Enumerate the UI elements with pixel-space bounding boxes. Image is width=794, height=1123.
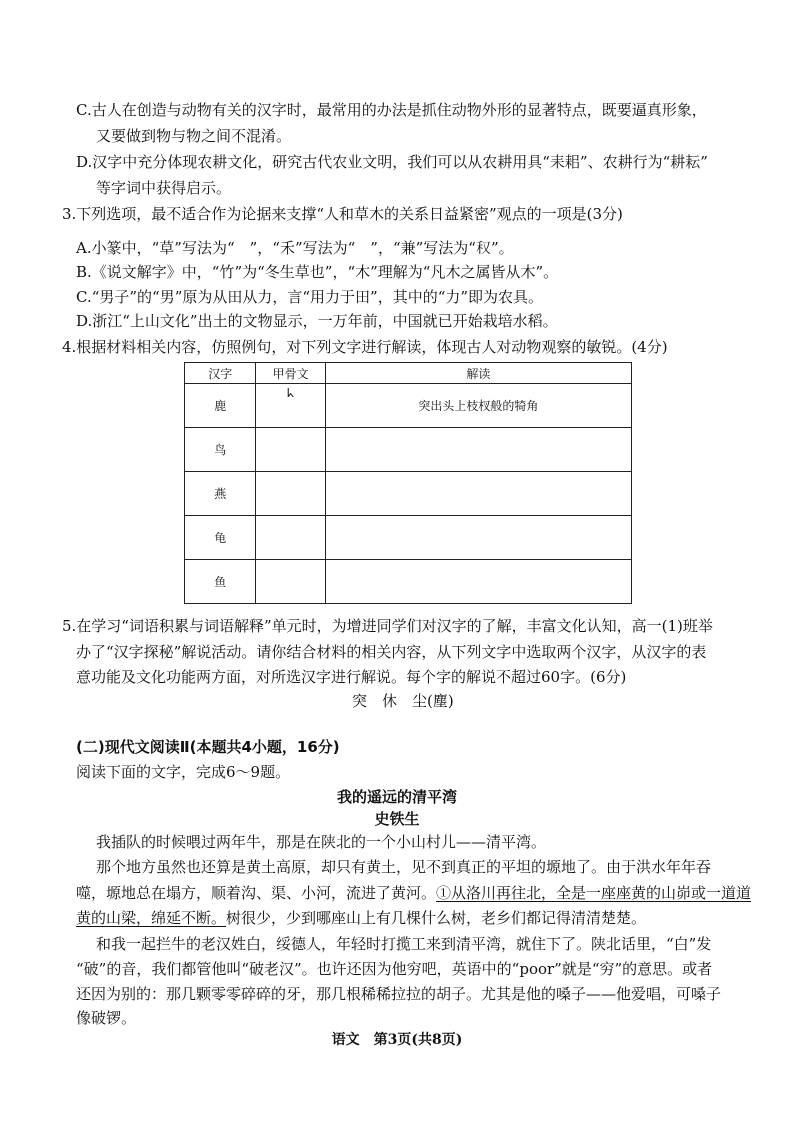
cell-char: 燕	[185, 472, 256, 516]
passage-p3-line1: 和我一起拦牛的老汉姓白，绥德人，年轻时打揽工来到清平湾，就住下了。陕北话里，“白”发	[96, 935, 712, 953]
section-instruction: 阅读下面的文字，完成6～9题。	[76, 763, 291, 781]
q2-option-c-line1: C.古人在创造与动物有关的汉字时，最常用的办法是抓住动物外形的显著特点，既要逼真形象，	[76, 101, 707, 119]
q4-stem: 4.根据材料相关内容，仿照例句，对下列文字进行解读，体现古人对动物观察的敏锐。(4分)	[62, 338, 668, 356]
q5-line2: 办了“汉字探秘”解说活动。请你结合材料的相关内容，从下列文字中选取两个汉字，从汉字的表	[76, 643, 707, 661]
cell-reading-blank[interactable]	[325, 560, 631, 604]
cell-oracle-blank[interactable]	[256, 516, 325, 560]
q5-line1: 5.在学习“词语积累与词语解释”单元时，为增进同学们对汉字的了解，丰富文化认知，高一(1)班举	[62, 617, 713, 635]
passage-p2-line3	[76, 908, 646, 928]
cell-char: 龟	[185, 516, 256, 560]
passage-p2-line2	[76, 883, 751, 903]
article-author: 史铁生	[374, 810, 420, 828]
marked-sentence-1-part1: ①从洛川再往北，全是一座座黄的山峁或一道道	[436, 884, 752, 902]
passage-p3-line4: 像破锣。	[76, 1009, 137, 1027]
q3-option-b: B.《说文解字》中，“竹”为“冬生草也”，“木”理解为“凡木之属皆从木”。	[76, 263, 559, 281]
cell-char: 鱼	[185, 560, 256, 604]
passage-p3-line2: “破”的音，我们都管他叫“破老汉”。也许还因为他穷吧，英语中的“poor”就是“穷”的意思。或者	[76, 960, 713, 978]
passage-paragraph-1: 我插队的时候喂过两年牛，那是在陕北的一个小山村儿——清平湾。	[96, 833, 547, 851]
cell-char: 鹿	[185, 384, 256, 428]
table-row	[185, 384, 632, 428]
q5-line3: 意功能及文化功能两方面，对所选汉字进行解说。每个字的解说不超过60字。(6分)	[76, 668, 627, 686]
cell-reading-blank[interactable]	[325, 428, 631, 472]
header-oracle: 甲骨文	[256, 363, 325, 384]
cell-oracle	[256, 384, 325, 428]
cell-oracle-blank[interactable]	[256, 428, 325, 472]
table-row	[185, 428, 632, 472]
oracle-glyph-deer: ᖾ	[287, 386, 295, 400]
passage-p2-line1: 那个地方虽然也还算是黄土高原，却只有黄土，见不到真正的平坦的塬地了。由于洪水年年吞	[96, 858, 712, 876]
header-hanzi: 汉字	[185, 363, 256, 384]
cell-oracle-blank[interactable]	[256, 560, 325, 604]
table-row	[185, 472, 632, 516]
q3-option-a: A.小篆中，“草”写法为“ ”，“禾”写法为“ ”，“兼”写法为“𥝐”。	[76, 239, 514, 257]
cell-reading-blank[interactable]	[325, 516, 631, 560]
section-heading: (二)现代文阅读Ⅱ(本题共4小题，16分)	[76, 738, 340, 756]
table-row	[185, 516, 632, 560]
oracle-bone-table	[184, 362, 632, 604]
q5-character-options: 突 休 尘(塵)	[352, 692, 454, 710]
passage-p2-line3-rest: 树很少，少到哪座山上有几棵什么树，老乡们都记得清清楚楚。	[226, 909, 647, 927]
marked-sentence-1-part2: 黄的山梁，绵延不断。	[76, 909, 227, 927]
q2-option-d-line2: 等字词中获得启示。	[96, 179, 232, 197]
q3-stem: 3.下列选项，最不适合作为论据来支撑“人和草木的关系日益紧密”观点的一项是(3分)	[62, 205, 623, 223]
table-row	[185, 560, 632, 604]
q3-option-d: D.浙江“上山文化”出土的文物显示，一万年前，中国就已开始栽培水稻。	[76, 312, 558, 330]
header-reading: 解读	[325, 363, 631, 384]
q2-option-d-line1: D.汉字中充分体现农耕文化，研究古代农业文明，我们可以从农耕用具“耒耜”、农耕行为“耕耘”	[76, 153, 708, 171]
passage-p3-line3: 还因为别的：那几颗零零碎碎的牙，那几根稀稀拉拉的胡子。尤其是他的嗓子——他爱唱，可嗓子	[76, 985, 722, 1003]
page-footer: 语文 第3页(共8页)	[331, 1032, 463, 1048]
cell-reading-blank[interactable]	[325, 472, 631, 516]
cell-reading: 突出头上枝杈般的犄角	[325, 384, 631, 428]
q3-option-c: C.“男子”的“男”原为从田从力，言“用力于田”，其中的“力”即为农具。	[76, 288, 544, 306]
passage-p2-line2-text: 噬，塬地总在塌方，顺着沟、渠、小河，流进了黄河。	[76, 884, 437, 902]
cell-oracle-blank[interactable]	[256, 472, 325, 516]
table-header-row	[185, 363, 632, 384]
article-title: 我的遥远的清平湾	[336, 788, 457, 806]
cell-char: 鸟	[185, 428, 256, 472]
q2-option-c-line2: 又要做到物与物之间不混淆。	[96, 127, 292, 145]
